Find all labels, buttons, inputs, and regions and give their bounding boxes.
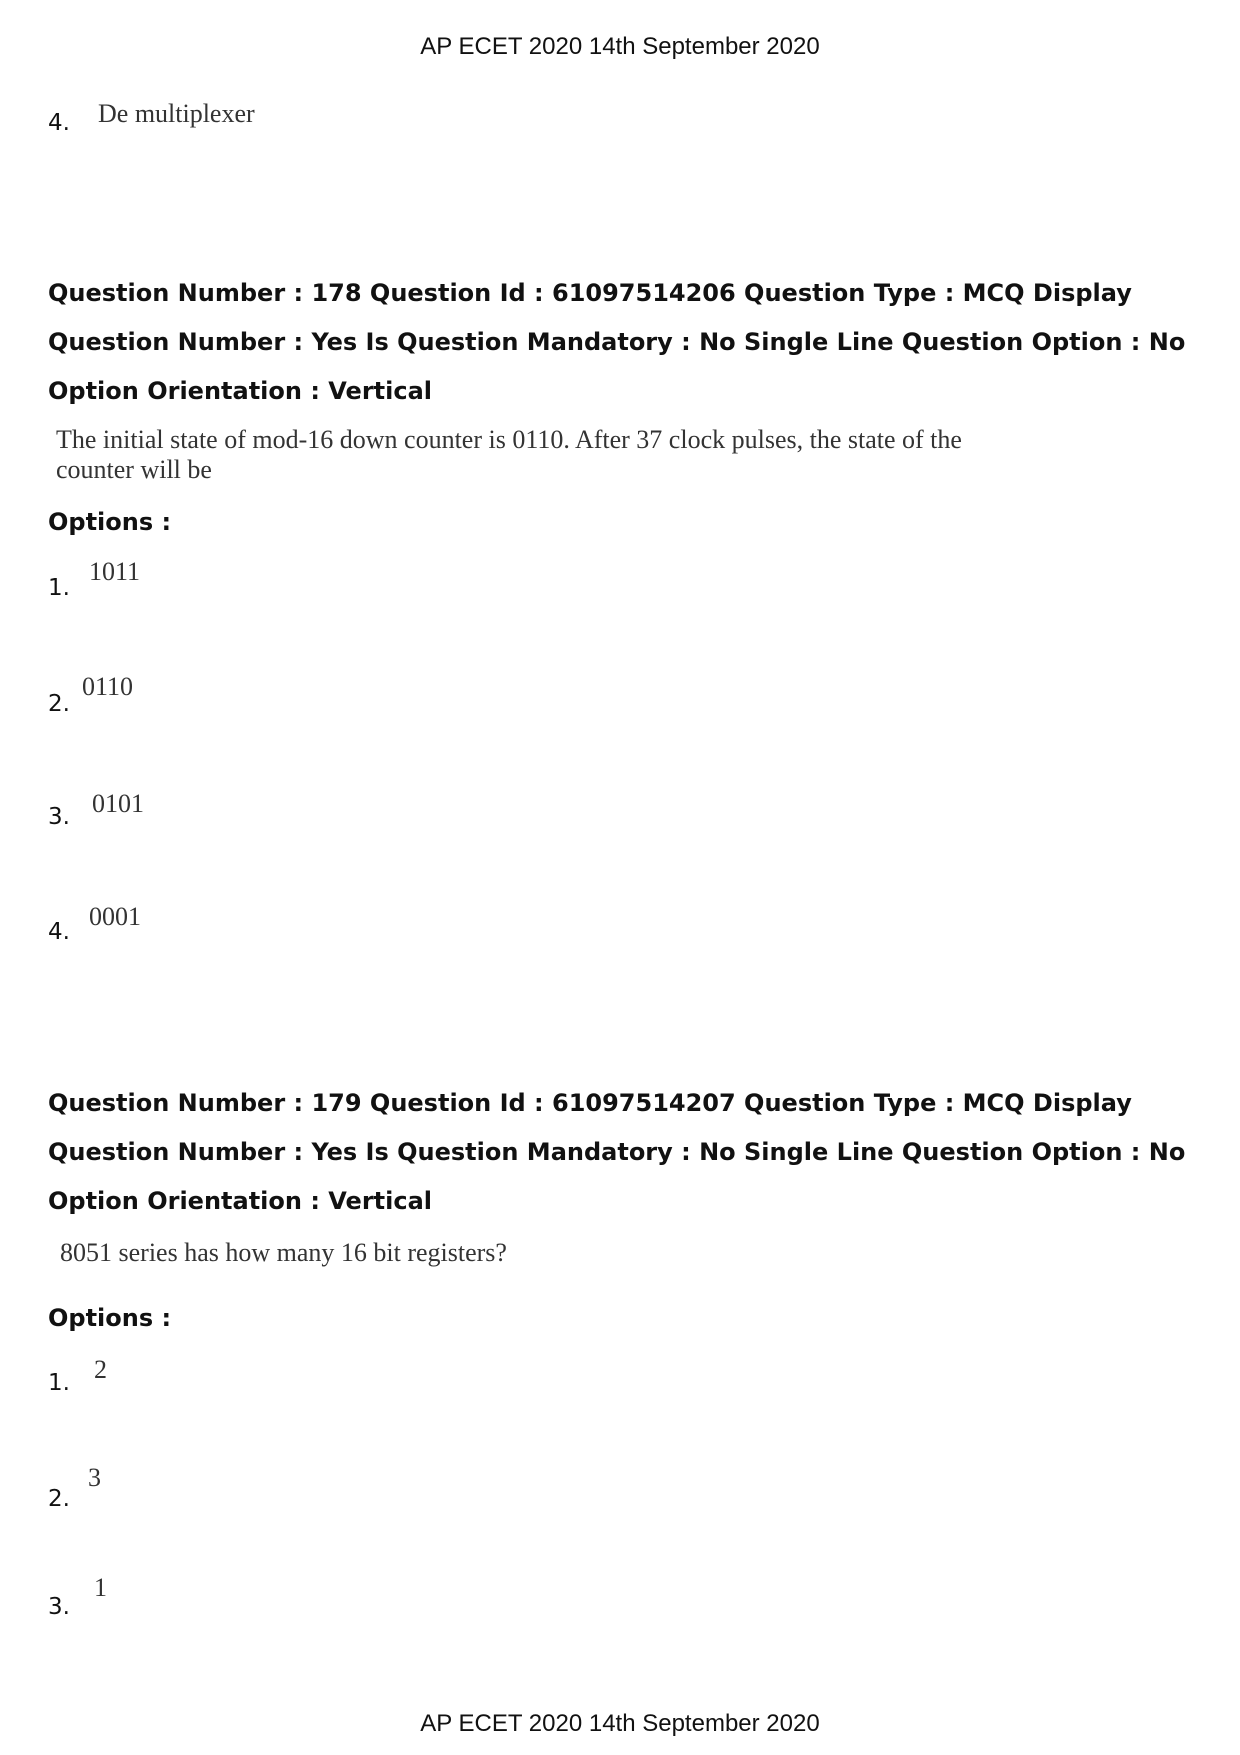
q178-option-3-number: 3. bbox=[48, 804, 70, 830]
q179-option-1-number: 1. bbox=[48, 1370, 70, 1396]
q178-option-4-text: 0001 bbox=[89, 902, 141, 931]
q178-option-3-text: 0101 bbox=[92, 789, 144, 818]
q179-metadata: Question Number : 179 Question Id : 61097514207 Question Type : MCQ Display Question Number : Yes Is Question Mandatory : No Single Line Question Option : No Option Orientation : Vertical bbox=[48, 1089, 1186, 1215]
q178-metadata: Question Number : 178 Question Id : 61097514206 Question Type : MCQ Display Question Number : Yes Is Question Mandatory : No Single Line Question Option : No Option Orientation : Vertical bbox=[48, 279, 1186, 405]
q178-question-line2: counter will be bbox=[56, 455, 212, 484]
q179-option-1-text: 2 bbox=[94, 1355, 107, 1384]
q179-options-label: Options : bbox=[48, 1304, 172, 1332]
q179-option-2-number: 2. bbox=[48, 1486, 70, 1512]
prev-option-text: De multiplexer bbox=[98, 99, 255, 128]
q179-option-2-text: 3 bbox=[88, 1463, 101, 1492]
q178-question-line1: The initial state of mod-16 down counter is 0110. After 37 clock pulses, the state of the bbox=[56, 425, 962, 454]
q179-option-3-text: 1 bbox=[94, 1573, 107, 1602]
q178-option-2-number: 2. bbox=[48, 691, 70, 717]
q179-option-3-number: 3. bbox=[48, 1594, 70, 1620]
q178-option-4-number: 4. bbox=[48, 919, 70, 945]
page-header: AP ECET 2020 14th September 2020 bbox=[420, 33, 820, 60]
q178-option-2-text: 0110 bbox=[82, 672, 134, 701]
q178-option-1-text: 1011 bbox=[89, 557, 141, 586]
q178-option-1-number: 1. bbox=[48, 575, 70, 601]
prev-option-number: 4. bbox=[48, 110, 70, 136]
q178-options-label: Options : bbox=[48, 508, 172, 536]
page-footer: AP ECET 2020 14th September 2020 bbox=[420, 1710, 820, 1737]
q178-question-text bbox=[56, 425, 962, 485]
q179-question-text: 8051 series has how many 16 bit registers? bbox=[60, 1238, 507, 1267]
